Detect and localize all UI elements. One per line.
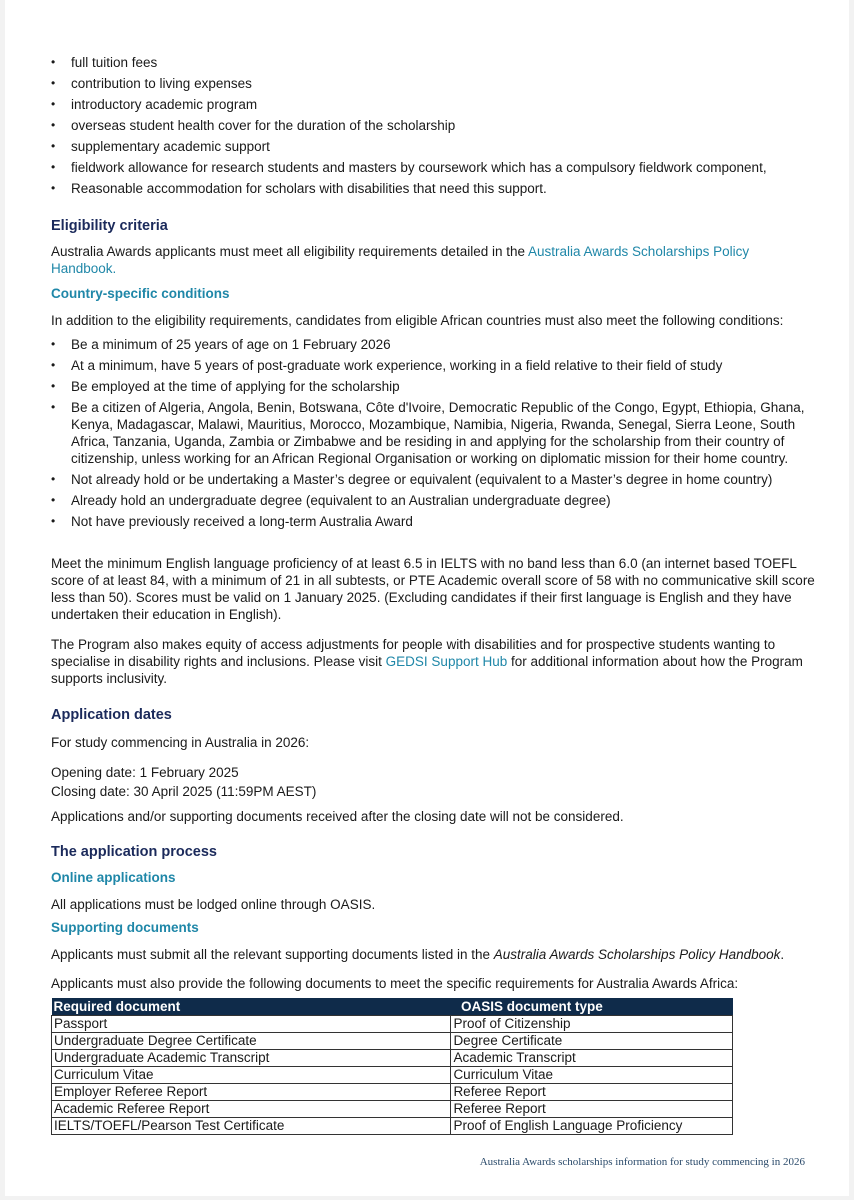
gedsi-support-hub-link[interactable]: GEDSI Support Hub	[385, 654, 508, 669]
closing-date: Closing date: 30 April 2025 (11:59PM AEST)	[51, 784, 317, 799]
table-row	[52, 1118, 733, 1135]
list-item: • Be employed at the time of applying for the scholarship	[51, 378, 816, 395]
application-process-heading: The application process	[51, 844, 217, 860]
equity-text-after: for additional information about how the Program supports inclusivity.	[51, 654, 803, 686]
table-cell: Employer Referee Report	[52, 1084, 451, 1101]
column-header: OASIS document type	[451, 998, 733, 1016]
table-row	[52, 1084, 733, 1101]
list-item: • Be a minimum of 25 years of age on 1 February 2026	[51, 336, 816, 353]
documents-table	[51, 998, 733, 1135]
table-header-row	[52, 998, 733, 1016]
english-requirement: Meet the minimum English language proficiency of at least 6.5 in IELTS with no band less than 6.0 (an internet based TOEFL score of at least 84, with a minimum of 21 in all subtests, or PTE Academic overall score of 58 with no communicative skill score less than 50). Scores must be valid on 1 January 2025. (Excluding candidates if their first language is English and they have undertaken their education in English).	[51, 556, 815, 622]
table-cell: Undergraduate Degree Certificate	[52, 1033, 451, 1050]
supporting-text	[51, 946, 816, 963]
table-cell: Academic Referee Report	[52, 1101, 451, 1118]
benefits-list	[51, 54, 816, 197]
also-provide-text: Applicants must also provide the following documents to meet the specific requirements for Australia Awards Africa:	[51, 976, 739, 991]
page-footer: Australia Awards scholarships information for study commencing in 2026	[479, 1156, 805, 1168]
table-cell: Referee Report	[451, 1084, 733, 1101]
list-item: • supplementary academic support	[51, 138, 816, 155]
list-item: • overseas student health cover for the duration of the scholarship	[51, 117, 816, 134]
table-row	[52, 1016, 733, 1033]
list-item: • fieldwork allowance for research students and masters by coursework which has a compulsory fieldwork component,	[51, 159, 816, 176]
table-cell: Undergraduate Academic Transcript	[52, 1050, 451, 1067]
equity-paragraph	[51, 636, 816, 687]
table-row	[52, 1067, 733, 1084]
country-intro: In addition to the eligibility requirements, candidates from eligible African countries must also meet the following conditions:	[51, 313, 784, 328]
table-row	[52, 1033, 733, 1050]
table-cell: Curriculum Vitae	[451, 1067, 733, 1084]
list-item: • Reasonable accommodation for scholars with disabilities that need this support.	[51, 180, 816, 197]
supporting-documents-heading: Supporting documents	[51, 920, 199, 935]
eligibility-text-body: Australia Awards applicants must meet all eligibility requirements detailed in the	[51, 244, 528, 259]
eligibility-text	[51, 243, 816, 277]
eligibility-heading: Eligibility criteria	[51, 218, 168, 234]
column-header: Required document	[52, 998, 451, 1016]
supporting-text-body: Applicants must submit all the relevant supporting documents listed in the	[51, 947, 494, 962]
table-row	[52, 1050, 733, 1067]
table-row	[52, 1101, 733, 1118]
dates-intro: For study commencing in Australia in 2026:	[51, 735, 310, 750]
document-page	[5, 0, 849, 1196]
list-item: • Be a citizen of Algeria, Angola, Benin, Botswana, Côte d'Ivoire, Democratic Republic of the Congo, Egypt, Ethiopia, Ghana, Kenya, Madagascar, Malawi, Mauritius, Morocco, Mozambique, Namibia, Nigeria, Rwanda, Senegal, Sierra Leone, South Africa, Tanzania, Uganda, Zambia or Zimbabwe and be residing in and applying for the scholarship from their country of citizenship, unless working for an African Regional Organisation or working on diplomatic mission for their home country.	[51, 399, 816, 467]
list-item: • Not already hold or be undertaking a Master’s degree or equivalent (equivalent to a Master’s degree in home country)	[51, 471, 816, 488]
table-cell: Curriculum Vitae	[52, 1067, 451, 1084]
online-applications-heading: Online applications	[51, 870, 176, 885]
table-cell: Academic Transcript	[451, 1050, 733, 1067]
dates-note: Applications and/or supporting documents received after the closing date will not be considered.	[51, 809, 624, 824]
table-cell: Proof of English Language Proficiency	[451, 1118, 733, 1135]
online-text: All applications must be lodged online through OASIS.	[51, 897, 376, 912]
table-cell: Proof of Citizenship	[451, 1016, 733, 1033]
conditions-list	[51, 336, 816, 530]
list-item: • full tuition fees	[51, 54, 816, 71]
opening-date: Opening date: 1 February 2025	[51, 765, 239, 780]
list-item: • introductory academic program	[51, 96, 816, 113]
country-conditions-heading: Country-specific conditions	[51, 286, 230, 301]
list-item: • contribution to living expenses	[51, 75, 816, 92]
table-cell: IELTS/TOEFL/Pearson Test Certificate	[52, 1118, 451, 1135]
list-item: • Not have previously received a long-term Australia Award	[51, 513, 816, 530]
table-cell: Degree Certificate	[451, 1033, 733, 1050]
policy-handbook-link[interactable]: Australia Awards Scholarships Policy Handbook.	[51, 244, 750, 276]
table-cell: Referee Report	[451, 1101, 733, 1118]
list-item: • Already hold an undergraduate degree (equivalent to an Australian undergraduate degree)	[51, 492, 816, 509]
application-dates-heading: Application dates	[51, 707, 172, 723]
equity-text: The Program also makes equity of access adjustments for people with disabilities and for prospective students wanting to specialise in disability rights and inclusions. Please visit	[51, 637, 776, 669]
policy-handbook-title: Australia Awards Scholarships Policy Handbook	[493, 947, 781, 962]
table-cell: Passport	[52, 1016, 451, 1033]
supporting-text-end: .	[780, 947, 785, 962]
list-item: • At a minimum, have 5 years of post-graduate work experience, working in a field relative to their field of study	[51, 357, 816, 374]
